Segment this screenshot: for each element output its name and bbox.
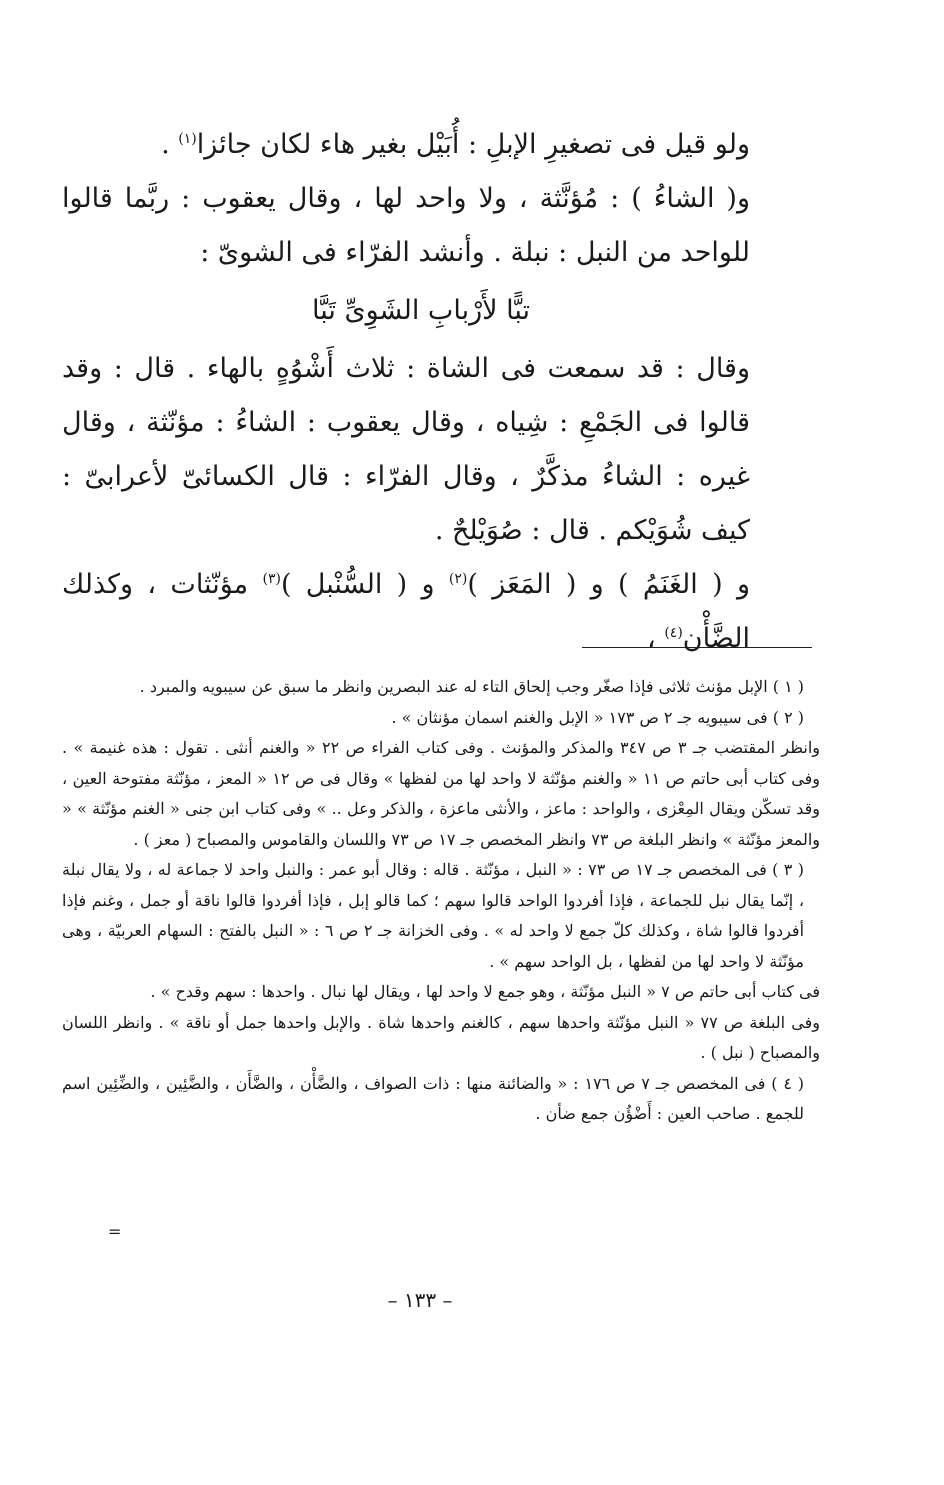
- footnote-3-continued-2: وفى البلغة ص ٧٧ « النبل مؤنّثة واحدها سهم ، كالغنم واحدها شاة . والإبل واحدها جمل أو ناقة » . وانظر اللسان والمصباح ( نبل ) .: [62, 1012, 820, 1062]
- main-line-last-b: و ( السُّنْبل ): [280, 569, 449, 600]
- footnote-4: ( ٤ ) فى المخصص جـ ٧ ص ١٧٦ : « والضائنة منها : ذات الصواف ، والضَّأْن ، والضَّأَن ، والضَّئِين ، والضِّئِين اسم للجمع . صاحب العين : أَضْؤُن جمع ضأن .: [62, 1073, 805, 1123]
- main-line-1-text: ولو قيل فى تصغيرِ الإبلِ : أُبَيْل بغير هاء لكان جائزا: [196, 129, 750, 160]
- footnote-2: ( ٢ ) فى سيبويه جـ ٢ ص ١٧٣ « الإبل والغنم اسمان مؤنثان » .: [391, 707, 804, 727]
- footnote-ref-2: (٢): [448, 571, 468, 587]
- verse-line: تبًّا لأَرْبابِ الشَوِىِّ تَبَّا: [311, 295, 531, 326]
- footnote-ref-4: (٤): [664, 625, 683, 641]
- main-line-last-d: ،: [647, 623, 665, 654]
- continuation-mark: =: [108, 1222, 122, 1241]
- main-paragraph-3: وقال : قد سمعت فى الشاة : ثلاث أَشْوُهٍ بالهاء . قال : وقد قالوا فى الجَمْعِ : شِياه ، وقال يعقوب : الشاءُ : مؤنّثة ، وقال غيره : الشاءُ مذكَّرٌ ، وقال الفرّاء : قال الكسائىّ لأعرابىّ : كيف شُوَيْكم . قال : صُوَيْلحٌ .: [62, 353, 750, 546]
- footnote-2-continued: وانظر المقتضب جـ ٣ ص ٣٤٧ والمذكر والمؤنث . وفى كتاب الفراء ص ٢٢ « والغنم أنثى . تقول : هذه غنيمة » . وفى كتاب أبى حاتم ص ١١ « والغنم مؤنّثة لا واحد لها من لفظها » وقال فى ص ١٢ « المعز ، مؤنّثة مفتوحة العين ، وقد تسكّن ويقال المِعْزى ، والواحد : ماعز ، والأنثى ماعزة ، والذكر وعل .. » وفى كتاب ابن جنى « الغنم مؤنّثة » « والمعز مؤنّثة » وانظر البلغة ص ٧٣ وانظر المخصص جـ ١٧ ص ٧٣ واللسان والقاموس والمصباح ( معز ) .: [62, 738, 821, 849]
- page-number: – ١٣٣ –: [387, 1288, 453, 1312]
- main-line-last-a: و ( الغَنَمُ ) و ( المَعَز ): [467, 569, 750, 600]
- main-text: [62, 118, 820, 666]
- main-line-1-end: .: [161, 129, 179, 160]
- main-line-last-c: مؤنّثات ، وكذلك الضَّأْن: [62, 569, 750, 654]
- footnote-3: ( ٣ ) فى المخصص جـ ١٧ ص ٧٣ : « النبل ، مؤنّثة . قاله : وقال أبو عمر : والنبل واحد لا جماعة له ، ولا يقال نبلة ، إنّما يقال نبل للجماعة ، فإذا أفردوا الواحد قالوا سهم ؛ كما قالو إبل ، فإذا أفردوا قالوا ناقة أو جمل ، وغنم فإذا أفردوا قالوا شاة ، وكذلك كلّ جمع لا واحد له » . وفى الخزانة جـ ٢ ص ٦ : « النبل بالفتح : السهام العربيّة ، وهى مؤنّثة لا واحد لها من لفظها ، بل الواحد سهم » .: [62, 860, 805, 971]
- footnote-1: ( ١ ) الإبل مؤنث ثلاثى فإذا صغّر وجب إلحاق التاء له عند البصرين وانظر ما سبق عن سيبويه والمبرد .: [139, 677, 804, 696]
- footnote-ref-3: (٣): [262, 571, 281, 587]
- main-line-last: [62, 558, 820, 666]
- footnote-3-continued-1: فى كتاب أبى حاتم ص ٧ « النبل مؤنّثة ، وهو جمع لا واحد لها ، ويقال لها نبال . واحدها : سهم وقدح » .: [150, 982, 820, 1001]
- footnote-separator: [582, 647, 812, 648]
- footnotes: [62, 672, 820, 1130]
- footnote-ref-1: (١): [178, 131, 197, 147]
- main-line-1: [62, 118, 820, 172]
- main-paragraph-2: و( الشاءُ ) : مُؤنَّثة ، ولا واحد لها ، وقال يعقوب : ربَّما قالوا للواحد من النبل : نبلة . وأنشد الفرّاء فى الشوىّ :: [62, 183, 750, 268]
